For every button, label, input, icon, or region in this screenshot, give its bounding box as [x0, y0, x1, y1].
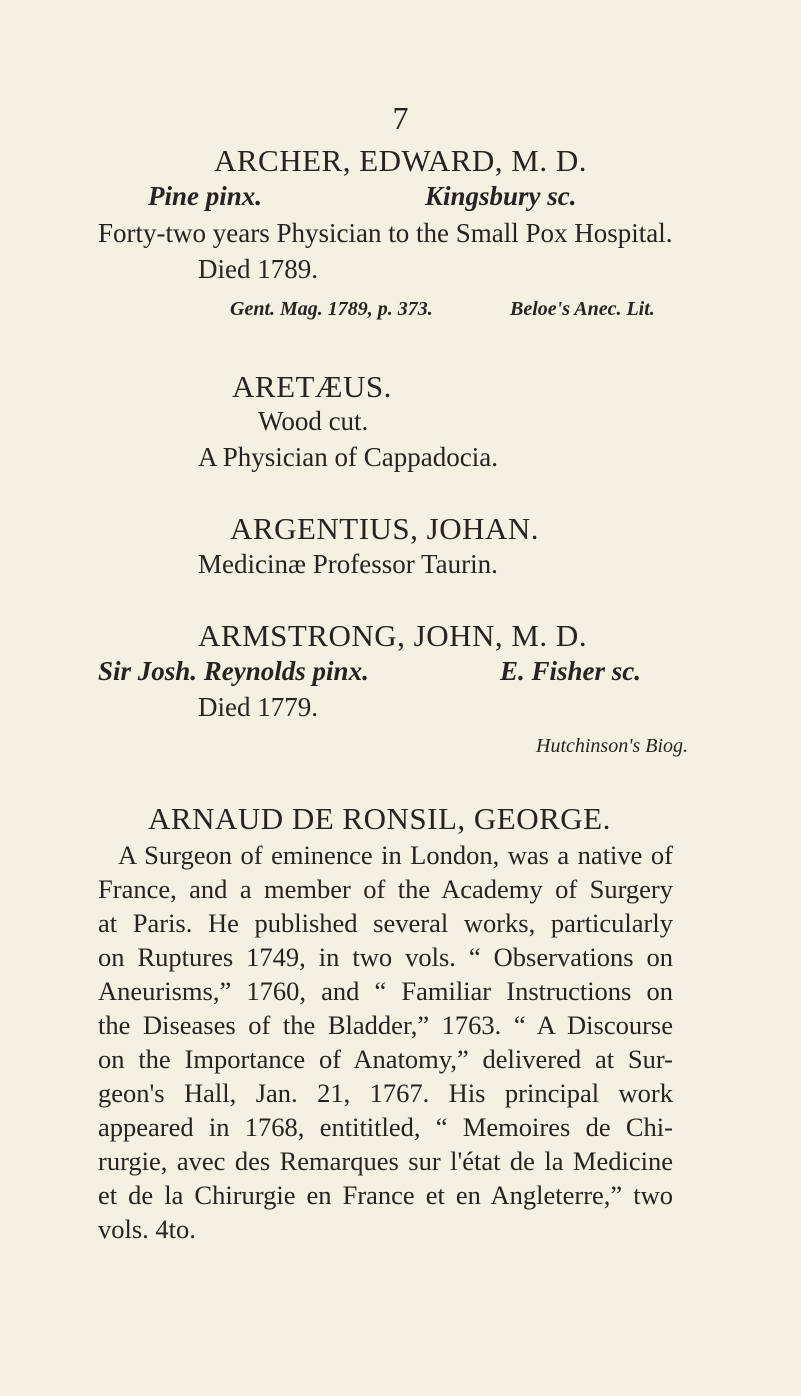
entry-heading-aretaeus: ARETÆUS. [232, 369, 392, 404]
source-citation: Hutchinson's Biog. [536, 735, 689, 757]
painter-credit: Sir Josh. Reynolds pinx. [98, 656, 369, 686]
paragraph-line: et de la Chirurgie en France et en Angleterre,” two [98, 1180, 673, 1210]
entry-heading-argentius: ARGENTIUS, JOHAN. [230, 511, 540, 546]
painter-credit: Pine pinx. [148, 181, 263, 211]
page-number: 7 [392, 100, 409, 136]
death-year: Died 1789. [198, 254, 318, 284]
source-citation: Gent. Mag. 1789, p. 373. [230, 298, 433, 320]
entry-heading-archer: ARCHER, EDWARD, M. D. [213, 143, 588, 178]
paragraph-line: at Paris. He published several works, particularly [98, 908, 673, 938]
paragraph-line: vols. 4to. [98, 1214, 196, 1244]
paragraph-line: rurgie, avec des Remarques sur l'état de la Medicine [98, 1146, 673, 1176]
paragraph-line: A Surgeon of eminence in London, was a native of [118, 840, 673, 870]
entry-paragraph [98, 838, 673, 1246]
death-year: Died 1779. [198, 692, 318, 722]
source-citation: Beloe's Anec. Lit. [510, 298, 655, 320]
entry-line: Forty-two years Physician to the Small Pox Hospital. [98, 218, 673, 248]
entry-line: Medicinæ Professor Taurin. [198, 549, 498, 579]
engraver-credit: E. Fisher sc. [500, 656, 642, 686]
entry-line: Wood cut. [258, 406, 369, 436]
paragraph-line: appeared in 1768, entititled, “ Memoires de Chi- [98, 1112, 673, 1142]
paragraph-line: Aneurisms,” 1760, and “ Familiar Instructions on [98, 976, 673, 1006]
entry-line: A Physician of Cappadocia. [198, 442, 498, 472]
paragraph-line: geon's Hall, Jan. 21, 1767. His principal work [98, 1078, 673, 1108]
paragraph-line: on Ruptures 1749, in two vols. “ Observations on [98, 942, 673, 972]
paragraph-line: France, and a member of the Academy of Surgery [98, 874, 673, 904]
paragraph-line: on the Importance of Anatomy,” delivered at Sur- [98, 1044, 673, 1074]
paragraph-line: the Diseases of the Bladder,” 1763. “ A Discourse [98, 1010, 673, 1040]
entry-heading-arnaud: ARNAUD DE RONSIL, GEORGE. [148, 801, 611, 836]
engraver-credit: Kingsbury sc. [425, 181, 577, 211]
entry-heading-armstrong: ARMSTRONG, JOHN, M. D. [198, 618, 588, 653]
